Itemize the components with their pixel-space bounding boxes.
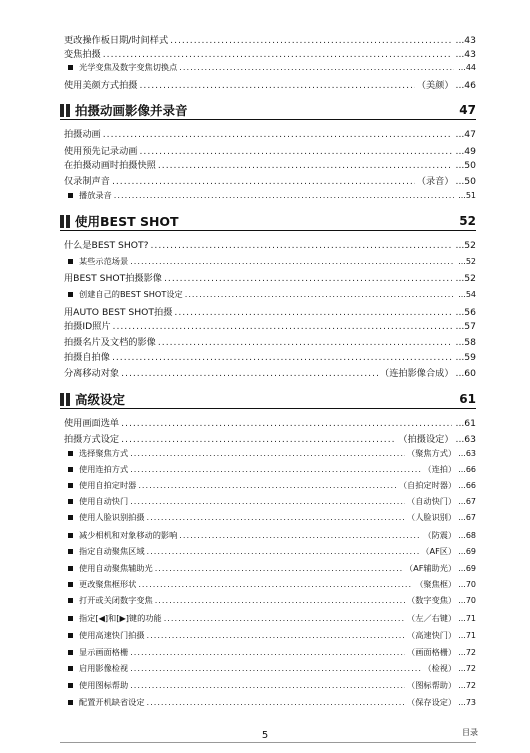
toc-entry-page (456, 146, 476, 157)
page-leader: ... (455, 307, 465, 318)
toc-entry-note: （美颜） (416, 80, 454, 91)
leader-dots (121, 434, 396, 445)
section-page-number: 61 (459, 392, 476, 406)
toc-page-number: 66 (465, 465, 476, 474)
toc-entry-page (456, 160, 476, 171)
toc-entry[interactable] (64, 366, 476, 379)
toc-subentry[interactable] (68, 287, 476, 300)
toc-subentry[interactable] (68, 577, 476, 590)
section-page-number: 52 (459, 214, 476, 228)
toc-entry-page (458, 647, 476, 658)
page-leader: ... (455, 240, 465, 251)
toc-entry-note: （图标帮助） (407, 680, 457, 690)
page-leader: ... (455, 337, 465, 348)
leader-dots (121, 368, 378, 379)
leader-dots (130, 647, 405, 658)
toc-entry-label: 显示画面格栅 (79, 647, 129, 657)
toc-entry-label: 创建自己的BEST SHOT设定 (79, 289, 183, 299)
toc-entry-label: 指定自动聚焦区域 (79, 546, 145, 556)
section-title: 高级设定 (75, 392, 126, 407)
toc-entry[interactable] (64, 271, 476, 284)
leader-dots (130, 256, 454, 267)
toc-entry-label: 某些示范场景 (79, 256, 129, 266)
page-leader: ... (458, 465, 466, 474)
leader-dots (147, 512, 406, 523)
toc-entry-page (458, 190, 476, 201)
toc-entry-label: 分离移动对象 (64, 368, 120, 379)
page-leader: ... (455, 368, 465, 379)
toc-entry-page (458, 630, 476, 641)
toc-entry-label: 使用美颜方式拍摄 (64, 80, 138, 91)
leader-dots (138, 579, 413, 590)
toc-entry-label: 使用预先记录动画 (64, 146, 138, 157)
page-leader: ... (458, 191, 466, 200)
toc-page-number: 66 (465, 481, 476, 490)
toc-entry-label: 打开或关闭数字变焦 (79, 595, 153, 605)
page-leader: ... (455, 129, 465, 140)
section-header[interactable] (60, 212, 476, 231)
toc-subentry[interactable] (68, 628, 476, 641)
toc-entry-note: （连拍影像合成） (380, 368, 454, 379)
square-bullet-icon (68, 683, 73, 688)
toc-entry-label: 指定[◀]和[▶]键的功能 (79, 613, 162, 623)
page-leader: ... (458, 664, 466, 673)
toc-entry[interactable] (64, 127, 476, 140)
page-leader: ... (458, 257, 466, 266)
toc-entry-note: （连拍） (423, 464, 457, 474)
toc-page-number: 44 (465, 63, 476, 72)
section-title: 拍摄动画影像并录音 (75, 103, 188, 118)
toc-entry[interactable] (64, 350, 476, 363)
toc-entry-page (456, 434, 476, 445)
toc-entry-page (458, 546, 476, 557)
page-leader: ... (455, 80, 465, 91)
toc-page-number: 43 (464, 35, 476, 46)
leader-dots (130, 680, 405, 691)
square-bullet-icon (68, 483, 73, 488)
toc-page-number: 50 (464, 160, 476, 171)
leader-dots (113, 321, 452, 332)
toc-link[interactable]: 目录 (462, 728, 478, 737)
leader-dots (130, 663, 421, 674)
toc-subentry[interactable] (68, 478, 476, 491)
leader-dots (164, 613, 405, 624)
toc-entry-page (458, 448, 476, 459)
toc-page-number: 49 (464, 146, 476, 157)
toc-subentry[interactable] (68, 561, 476, 574)
toc-entry-page (458, 530, 476, 541)
toc-page-number: 52 (465, 257, 476, 266)
section-marker-icon (60, 215, 70, 228)
page-leader: ... (455, 160, 465, 171)
toc-entry[interactable] (64, 158, 476, 171)
toc-page-number: 59 (464, 352, 476, 363)
toc-entry-note: （自动快门） (407, 496, 457, 506)
leader-dots (138, 480, 397, 491)
toc-entry-label: 播放录音 (79, 190, 112, 200)
page-leader: ... (455, 352, 465, 363)
toc-page-number: 71 (465, 614, 476, 623)
toc-entry-label: 在拍摄动画时拍摄快照 (64, 160, 156, 171)
toc-entry-label: 拍摄自拍像 (64, 352, 110, 363)
page-leader: ... (455, 418, 465, 429)
leader-dots (164, 273, 452, 284)
toc-entry-page (456, 240, 476, 251)
toc-page-number: 52 (464, 240, 476, 251)
toc-entry[interactable] (64, 305, 476, 318)
toc-page-number: 69 (465, 564, 476, 573)
toc-entry[interactable] (64, 335, 476, 348)
toc-entry-label: 变焦拍摄 (64, 49, 101, 60)
toc-entry-note: （拍摄设定） (398, 434, 454, 445)
toc-entry-label: 选择聚焦方式 (79, 448, 129, 458)
page-leader: ... (458, 631, 466, 640)
toc-entry-label: 拍摄ID照片 (64, 321, 111, 332)
leader-dots (140, 80, 415, 91)
toc-entry-note: （高速快门） (407, 630, 457, 640)
toc-page-number: 47 (464, 129, 476, 140)
toc-entry[interactable] (64, 319, 476, 332)
toc-page-number: 69 (465, 547, 476, 556)
page-leader: ... (458, 564, 466, 573)
toc-page-number: 57 (464, 321, 476, 332)
toc-entry-page (456, 273, 476, 284)
toc-entry-page (458, 289, 476, 300)
section-header[interactable] (60, 101, 476, 120)
toc-entry-note: （AF区） (421, 546, 457, 556)
square-bullet-icon (68, 566, 73, 571)
toc-entry-note: （检视） (423, 663, 457, 673)
leader-dots (130, 448, 405, 459)
toc-subentry[interactable] (68, 611, 476, 624)
toc-entry-label: 什么是BEST SHOT? (64, 240, 149, 251)
toc-entry-note: （保存设定） (407, 697, 457, 707)
toc-entry-note: （画面格栅） (407, 647, 457, 657)
toc-page-number: 46 (464, 80, 476, 91)
toc-entry-label: 光学变焦及数字变焦切换点 (79, 62, 178, 72)
toc-page-number: 60 (464, 368, 476, 379)
toc-entry-page (458, 480, 476, 491)
page-leader: ... (458, 614, 466, 623)
toc-entry-label: 使用自动聚焦辅助光 (79, 563, 153, 573)
toc-subentry[interactable] (68, 188, 476, 201)
toc-entry[interactable] (64, 33, 476, 46)
toc-entry-page (456, 129, 476, 140)
toc-entry[interactable] (64, 47, 476, 60)
leader-dots (158, 160, 452, 171)
toc-subentry[interactable] (68, 254, 476, 267)
toc-entry-page (458, 613, 476, 624)
square-bullet-icon (68, 598, 73, 603)
toc-subentry[interactable] (68, 678, 476, 691)
leader-dots (112, 352, 452, 363)
toc-entry-page (458, 697, 476, 708)
toc-page-number: 56 (464, 307, 476, 318)
leader-dots (112, 176, 415, 187)
toc-entry-note: （左／右键） (407, 613, 457, 623)
page-leader: ... (455, 49, 465, 60)
toc-subentry[interactable] (68, 695, 476, 708)
toc-subentry[interactable] (68, 60, 476, 73)
toc-entry-label: 启用影像检视 (79, 663, 129, 673)
leader-dots (185, 289, 454, 300)
toc-page-number: 61 (464, 418, 476, 429)
leader-dots (155, 595, 405, 606)
toc-page-number: 63 (465, 449, 476, 458)
section-header[interactable] (60, 390, 476, 409)
square-bullet-icon (68, 515, 73, 520)
toc-entry-page (458, 563, 476, 574)
toc-entry-label: 用AUTO BEST SHOT拍摄 (64, 307, 173, 318)
page-leader: ... (455, 35, 465, 46)
toc-entry[interactable] (64, 174, 476, 187)
square-bullet-icon (68, 650, 73, 655)
square-bullet-icon (68, 700, 73, 705)
toc-entry-label: 使用自拍定时器 (79, 480, 137, 490)
page-leader: ... (455, 321, 465, 332)
toc-subentry[interactable] (68, 661, 476, 674)
leader-dots (147, 546, 420, 557)
toc-page-number: 71 (465, 631, 476, 640)
leader-dots (158, 337, 452, 348)
toc-page-number: 58 (464, 337, 476, 348)
page-leader: ... (458, 63, 466, 72)
toc-entry-label: 减少相机和对象移动的影响 (79, 530, 178, 540)
toc-entry-label: 用BEST SHOT拍摄影像 (64, 273, 162, 284)
toc-page-number: 70 (465, 596, 476, 605)
toc-subentry[interactable] (68, 446, 476, 459)
section-title: 使用BEST SHOT (75, 214, 179, 229)
toc-entry-label: 更改操作板日期/时间样式 (64, 35, 169, 46)
page-leader: ... (458, 497, 466, 506)
section-marker-icon (60, 393, 70, 406)
page-number: 5 (261, 730, 269, 741)
square-bullet-icon (68, 633, 73, 638)
toc-entry-note: （防震） (423, 530, 457, 540)
leader-dots (121, 418, 451, 429)
toc-page-number: 70 (465, 580, 476, 589)
toc-subentry[interactable] (68, 593, 476, 606)
toc-subentry[interactable] (68, 462, 476, 475)
footer-rule (60, 742, 476, 743)
square-bullet-icon (68, 533, 73, 538)
leader-dots (147, 697, 406, 708)
toc-entry-note: （自拍定时器） (398, 480, 457, 490)
toc-entry-label: 更改聚焦框形状 (79, 579, 137, 589)
leader-dots (130, 496, 405, 507)
toc-subentry[interactable] (68, 645, 476, 658)
square-bullet-icon (68, 451, 73, 456)
toc-entry[interactable] (64, 78, 476, 91)
leader-dots (174, 307, 451, 318)
page-leader: ... (458, 290, 466, 299)
toc-entry-label: 使用图标帮助 (79, 680, 129, 690)
toc-subentry[interactable] (68, 528, 476, 541)
toc-entry-note: （AF辅助光） (404, 563, 457, 573)
square-bullet-icon (68, 666, 73, 671)
page-leader: ... (458, 648, 466, 657)
toc-entry-page (458, 256, 476, 267)
toc-entry-page (458, 512, 476, 523)
toc-entry[interactable] (64, 144, 476, 157)
toc-entry-label: 拍摄名片及文档的影像 (64, 337, 156, 348)
page-leader: ... (455, 273, 465, 284)
toc-entry-page (458, 496, 476, 507)
toc-entry-note: （人脸识别） (407, 512, 457, 522)
toc-entry-page (456, 368, 476, 379)
toc-entry-label: 使用连拍方式 (79, 464, 129, 474)
page-leader: ... (458, 547, 466, 556)
toc-entry[interactable] (64, 238, 476, 251)
page-leader: ... (458, 596, 466, 605)
toc-entry-label: 拍摄方式设定 (64, 434, 120, 445)
toc-page-number: 51 (465, 191, 476, 200)
toc-entry-label: 仅录制声音 (64, 176, 110, 187)
toc-entry-label: 拍摄动画 (64, 129, 101, 140)
toc-entry-page (458, 663, 476, 674)
toc-page-number: 73 (465, 698, 476, 707)
page-leader: ... (455, 176, 465, 187)
page-leader: ... (458, 481, 466, 490)
section-page-number: 47 (459, 103, 476, 117)
leader-dots (151, 240, 452, 251)
page-leader: ... (458, 580, 466, 589)
toc-entry[interactable] (64, 432, 476, 445)
toc-entry-label: 使用高速快门拍摄 (79, 630, 145, 640)
toc-page-number: 50 (464, 176, 476, 187)
toc-entry-page (458, 595, 476, 606)
page-leader: ... (455, 434, 465, 445)
toc-subentry[interactable] (68, 510, 476, 523)
page-leader: ... (458, 449, 466, 458)
toc-entry[interactable] (64, 416, 476, 429)
leader-dots (179, 62, 454, 73)
section-marker-icon (60, 104, 70, 117)
square-bullet-icon (68, 467, 73, 472)
toc-entry-page (456, 418, 476, 429)
toc-page-number: 54 (465, 290, 476, 299)
leader-dots (179, 530, 421, 541)
leader-dots (103, 129, 452, 140)
toc-entry-page (458, 680, 476, 691)
page-leader: ... (458, 513, 466, 522)
toc-page-number: 43 (464, 49, 476, 60)
leader-dots (114, 190, 454, 201)
toc-entry-page (458, 579, 476, 590)
toc-page-number: 72 (465, 648, 476, 657)
toc-entry-note: （聚焦方式） (407, 448, 457, 458)
toc-entry-page (456, 35, 476, 46)
leader-dots (155, 563, 403, 574)
toc-entry-page (456, 352, 476, 363)
toc-entry-page (458, 62, 476, 73)
toc-page-number: 67 (465, 513, 476, 522)
page-leader: ... (458, 531, 466, 540)
square-bullet-icon (68, 193, 73, 198)
toc-entry-page (456, 176, 476, 187)
toc-entry-page (456, 80, 476, 91)
toc-page-number: 63 (464, 434, 476, 445)
toc-entry-note: （聚焦框） (415, 579, 457, 589)
toc-entry-note: （录音） (416, 176, 454, 187)
square-bullet-icon (68, 582, 73, 587)
leader-dots (130, 464, 421, 475)
leader-dots (140, 146, 452, 157)
square-bullet-icon (68, 499, 73, 504)
toc-entry-note: （数字变焦） (407, 595, 457, 605)
toc-entry-page (456, 337, 476, 348)
square-bullet-icon (68, 549, 73, 554)
toc-subentry[interactable] (68, 494, 476, 507)
leader-dots (170, 35, 451, 46)
page-leader: ... (455, 146, 465, 157)
page-leader: ... (458, 698, 466, 707)
square-bullet-icon (68, 65, 73, 70)
page-leader: ... (458, 681, 466, 690)
toc-entry-page (456, 49, 476, 60)
toc-page-number: 72 (465, 664, 476, 673)
toc-entry-label: 使用自动快门 (79, 496, 129, 506)
square-bullet-icon (68, 616, 73, 621)
toc-page-number: 52 (464, 273, 476, 284)
square-bullet-icon (68, 292, 73, 297)
toc-entry-page (456, 307, 476, 318)
toc-entry-label: 配置开机缺省设定 (79, 697, 145, 707)
toc-page-number: 72 (465, 681, 476, 690)
toc-subentry[interactable] (68, 544, 476, 557)
toc-entry-label: 使用人脸识别拍摄 (79, 512, 145, 522)
leader-dots (147, 630, 406, 641)
toc-page-number: 68 (465, 531, 476, 540)
toc-page-number: 67 (465, 497, 476, 506)
square-bullet-icon (68, 259, 73, 264)
toc-entry-page (458, 464, 476, 475)
toc-entry-label: 使用画面选单 (64, 418, 120, 429)
toc-entry-page (456, 321, 476, 332)
leader-dots (103, 49, 452, 60)
